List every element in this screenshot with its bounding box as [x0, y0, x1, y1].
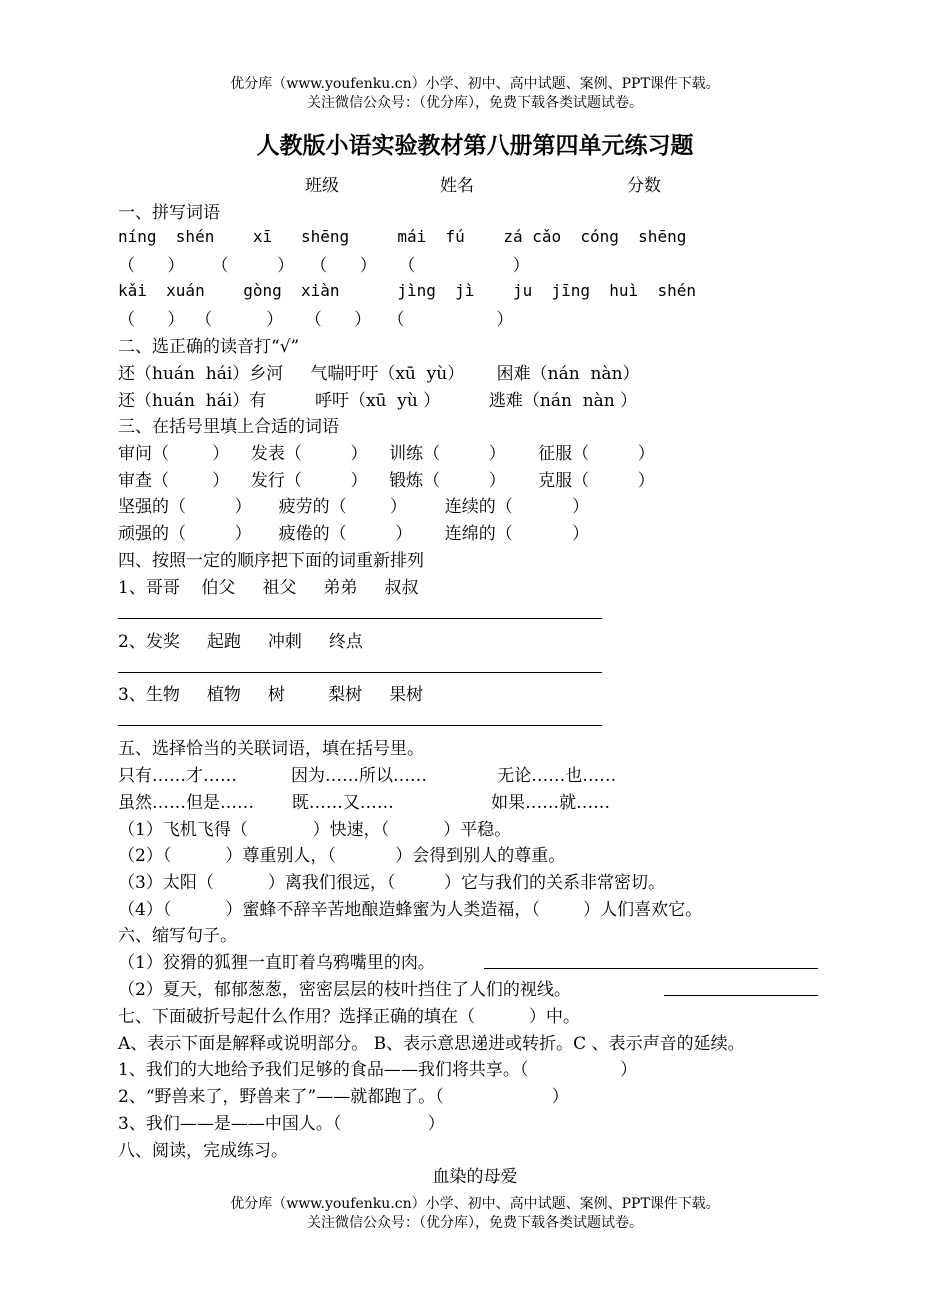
answer-line-condense-2[interactable] — [664, 995, 818, 996]
fill-words-line-2[interactable]: 审查（ ） 发行（ ） 锻炼（ ） 克服（ ） — [118, 471, 655, 491]
dash-question-2[interactable]: 2、“野兽来了，野兽来了”——就都跑了。（ ） — [118, 1087, 569, 1107]
dash-options: A、表示下面是解释或说明部分。 B、表示意思递进或转折。C 、表示声音的延续。 — [118, 1034, 745, 1054]
answer-brackets-2[interactable]: （ ） （ ） （ ） （ ） — [118, 310, 514, 330]
pronunciation-line-2[interactable]: 还（huán hái）有 呼吁（xū yù ） 逃难（nán nàn ） — [118, 391, 638, 411]
fill-words-line-3[interactable]: 坚强的（ ） 疲劳的（ ） 连续的（ ） — [118, 497, 590, 517]
answer-line-order-1[interactable] — [118, 618, 602, 619]
conjunction-words-2: 虽然……但是…… 既……又…… 如果……就…… — [118, 793, 611, 813]
pinyin-row-1: níng shén xī shēng mái fú zá cǎo cóng shēng — [118, 227, 687, 246]
answer-line-condense-1[interactable] — [484, 968, 818, 969]
section-5-heading: 五、选择恰当的关联词语，填在括号里。 — [118, 739, 424, 759]
answer-line-order-3[interactable] — [118, 725, 602, 726]
condense-question-2: （2）夏天，郁郁葱葱，密密层层的枝叶挡住了人们的视线。 — [118, 980, 571, 1000]
order-item-1: 1、哥哥 伯父 祖父 弟弟 叔叔 — [118, 578, 419, 598]
conjunction-question-1[interactable]: （1）飞机飞得（ ）快速，（ ）平稳。 — [118, 820, 512, 840]
order-item-3: 3、生物 植物 树 梨树 果树 — [118, 685, 424, 705]
score-label: 分数 — [627, 176, 661, 196]
answer-brackets-1[interactable]: （ ） （ ） （ ） （ ） — [118, 256, 530, 276]
answer-line-order-2[interactable] — [118, 672, 602, 673]
section-1-heading: 一、拼写词语 — [118, 203, 220, 223]
section-6-heading: 六、缩写句子。 — [118, 926, 237, 946]
fill-words-line-1[interactable]: 审问（ ） 发表（ ） 训练（ ） 征服（ ） — [118, 444, 655, 464]
dash-question-1[interactable]: 1、我们的大地给予我们足够的食品——我们将共享。（ ） — [118, 1060, 638, 1080]
passage-title: 血染的母爱 — [432, 1167, 518, 1187]
pronunciation-line-1[interactable]: 还（huán hái）乡河 气喘吁吁（xū yù） 困难（nán nàn） — [118, 364, 640, 384]
section-3-heading: 三、在括号里填上合适的词语 — [118, 417, 339, 437]
pinyin-row-2: kǎi xuán gòng xiàn jìng jì ju jīng huì shén — [118, 281, 696, 300]
conjunction-question-2[interactable]: （2）（ ）尊重别人，（ ）会得到别人的尊重。 — [118, 846, 566, 866]
condense-question-1: （1）狡猾的狐狸一直盯着乌鸦嘴里的肉。 — [118, 953, 435, 973]
dash-question-3[interactable]: 3、我们——是——中国人。（ ） — [118, 1114, 445, 1134]
name-label: 姓名 — [440, 176, 474, 196]
conjunction-words-1: 只有……才…… 因为……所以…… 无论……也…… — [118, 766, 617, 786]
section-2-heading: 二、选正确的读音打“√” — [118, 337, 300, 357]
section-7-heading: 七、下面破折号起什么作用？选择正确的填在（ ）中。 — [118, 1007, 581, 1027]
footer-line-2: 关注微信公众号：（优分库），免费下载各类试题试卷。 — [307, 1215, 643, 1231]
page-title: 人教版小语实验教材第八册第四单元练习题 — [256, 132, 694, 159]
order-item-2: 2、发奖 起跑 冲刺 终点 — [118, 632, 363, 652]
section-4-heading: 四、按照一定的顺序把下面的词重新排列 — [118, 551, 424, 571]
header-line-1: 优分库（www.youfenku.cn）小学、初中、高中试题、案例、PPT课件下载。 — [230, 76, 720, 92]
footer-line-1: 优分库（www.youfenku.cn）小学、初中、高中试题、案例、PPT课件下载。 — [230, 1196, 720, 1212]
fill-words-line-4[interactable]: 顽强的（ ） 疲倦的（ ） 连绵的（ ） — [118, 524, 590, 544]
header-line-2: 关注微信公众号：（优分库），免费下载各类试题试卷。 — [307, 95, 643, 111]
conjunction-question-4[interactable]: （4）（ ）蜜蜂不辞辛苦地酿造蜂蜜为人类造福，（ ）人们喜欢它。 — [118, 900, 703, 920]
section-8-heading: 八、阅读，完成练习。 — [118, 1141, 288, 1161]
conjunction-question-3[interactable]: （3）太阳（ ）离我们很远，（ ）它与我们的关系非常密切。 — [118, 873, 665, 893]
class-label: 班级 — [305, 176, 339, 196]
